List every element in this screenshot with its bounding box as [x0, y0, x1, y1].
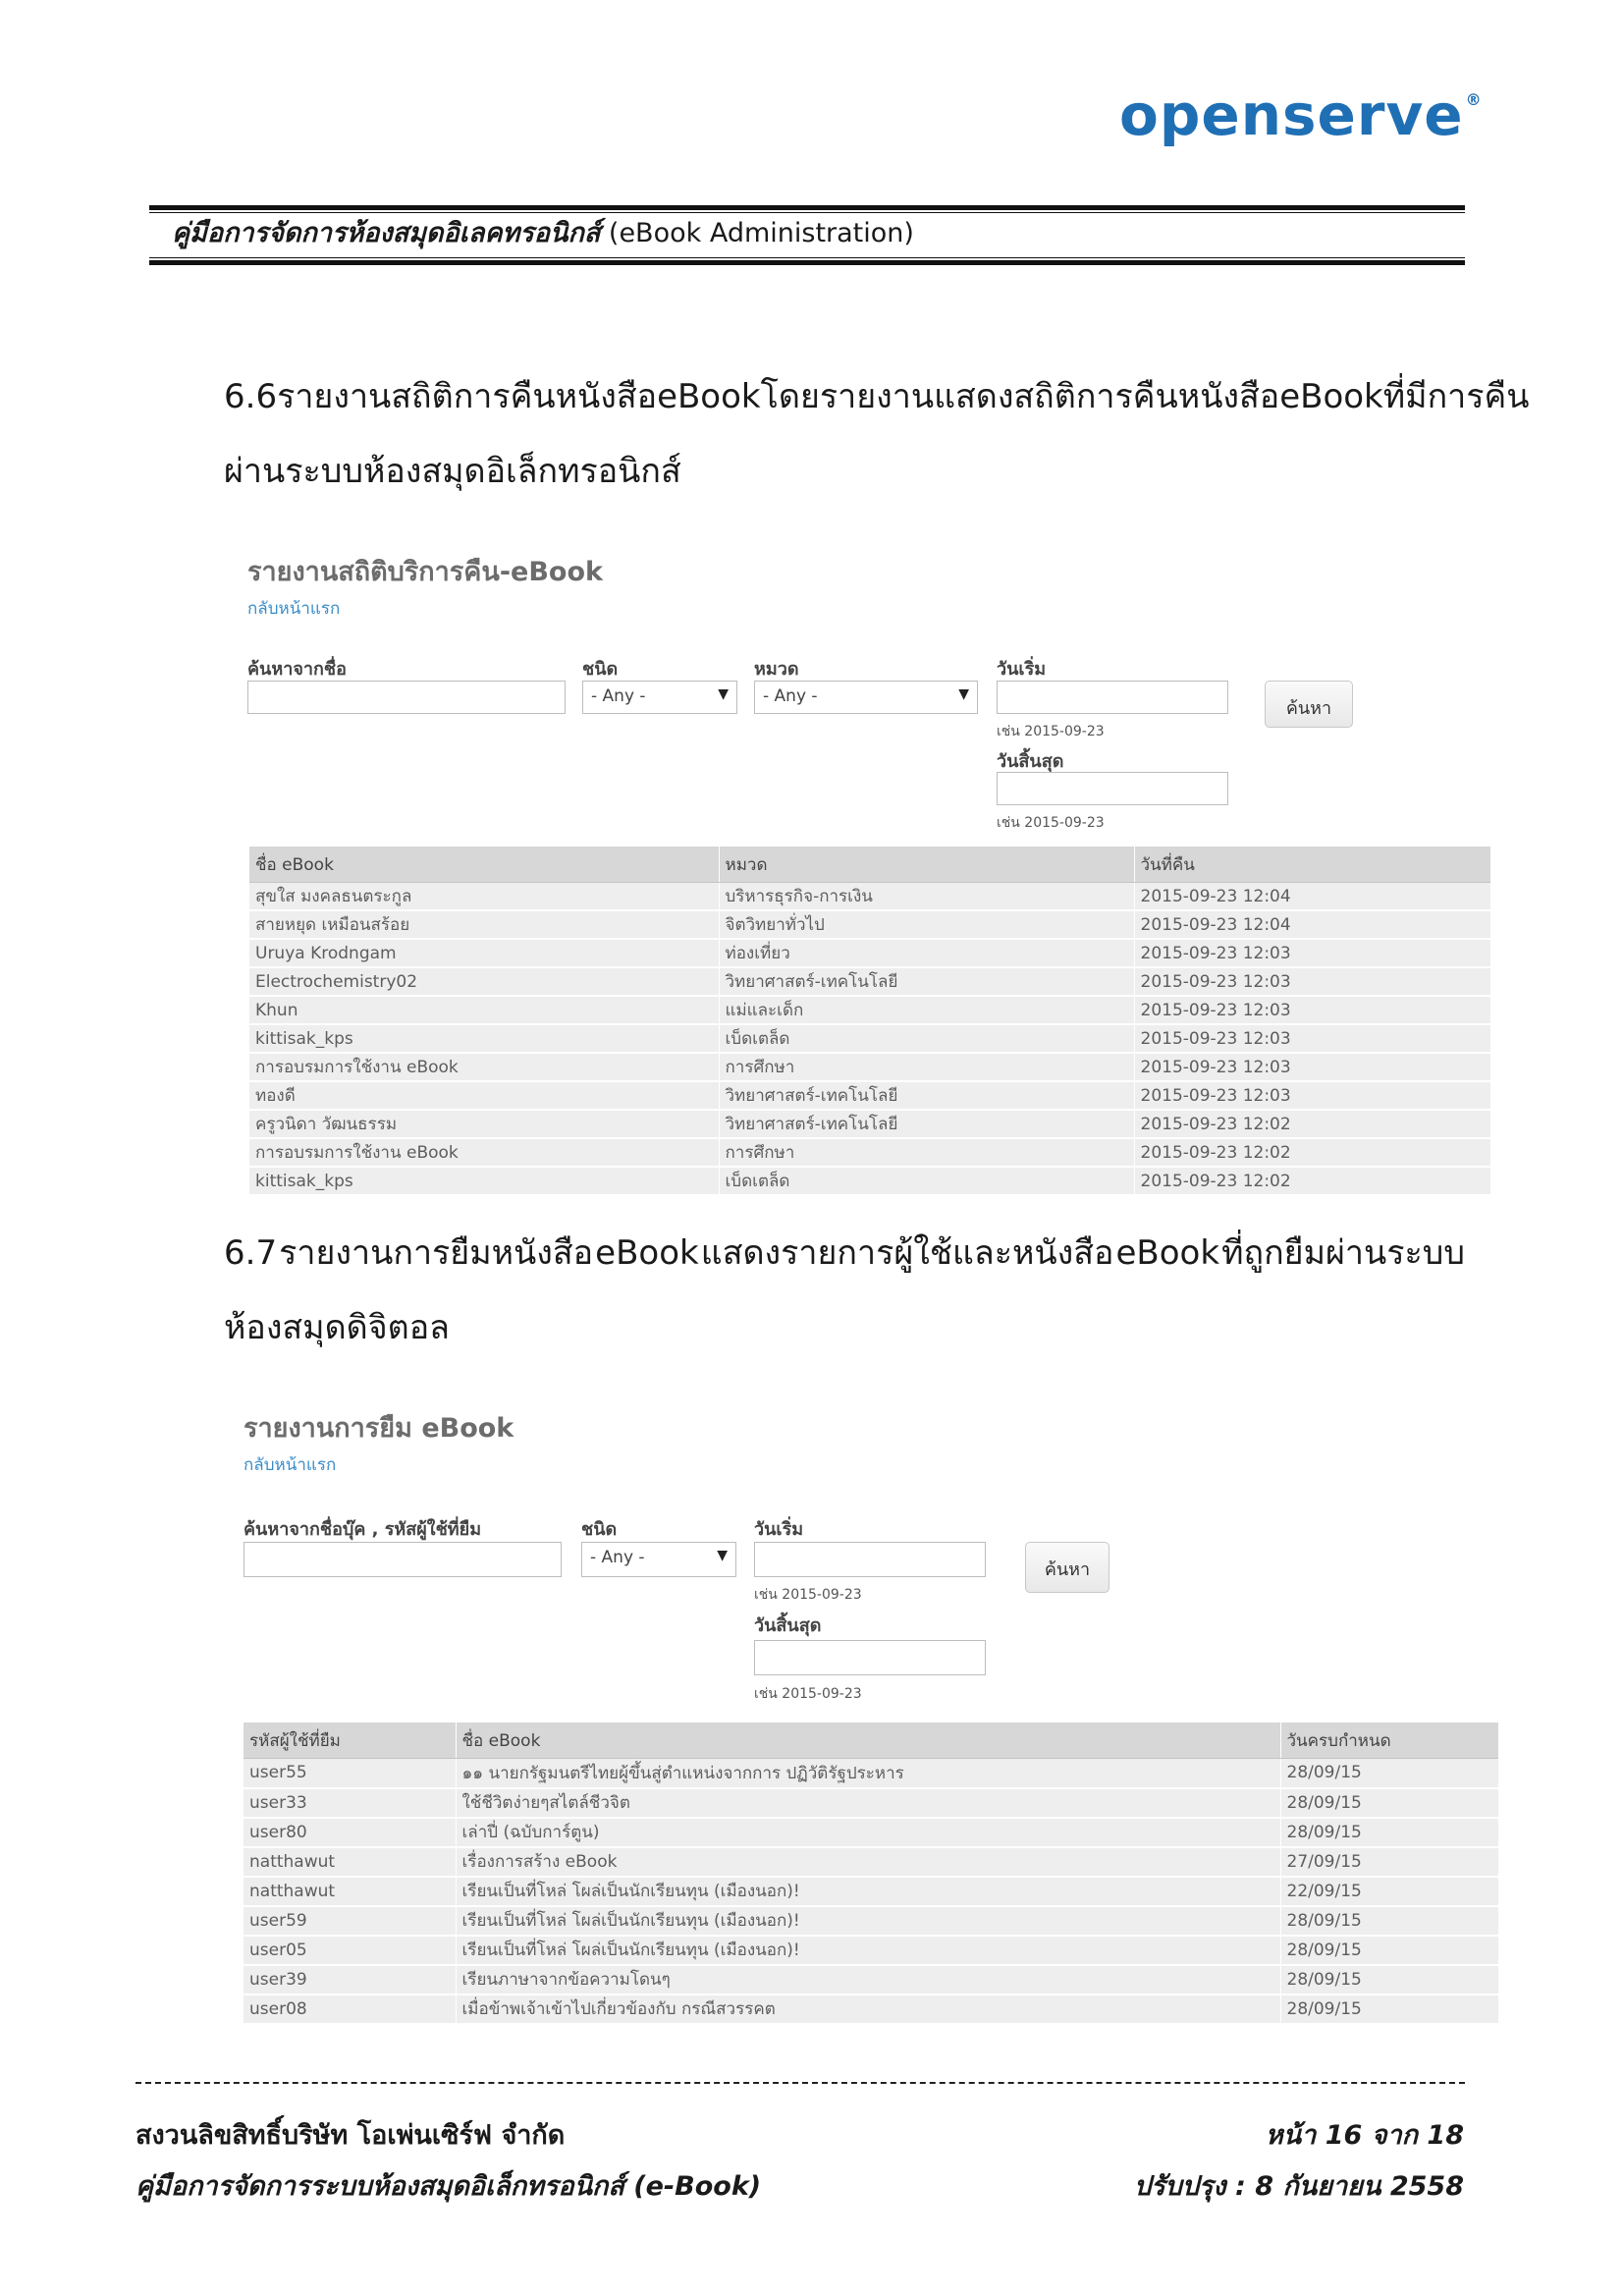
table-cell: วิทยาศาสตร์-เทคโนโลยี	[719, 1081, 1134, 1110]
table-cell: 2015-09-23 12:03	[1134, 1081, 1490, 1110]
table-row[interactable]	[249, 1081, 1490, 1110]
table-row[interactable]	[249, 1053, 1490, 1081]
column-header[interactable]: หมวด	[719, 847, 1134, 883]
table-cell: แม่และเด็ก	[719, 996, 1134, 1024]
table-cell: user39	[243, 1965, 456, 1995]
table-row[interactable]	[249, 1024, 1490, 1053]
type-select-value: - Any -	[590, 1548, 645, 1567]
section-number: 6.7	[224, 1233, 278, 1273]
table-cell: Uruya Krodngam	[249, 939, 719, 967]
word: รายงานสถิติการคืนหนังสือ	[277, 377, 658, 416]
word: eBook	[1115, 1233, 1220, 1273]
table-row[interactable]	[249, 967, 1490, 996]
category-select-value: - Any -	[763, 686, 818, 706]
table-cell: เมื่อข้าพเจ้าเข้าไปเกี่ยวข้องกับ กรณีสวรรคต	[456, 1995, 1280, 2024]
table-cell: ๑๑ นายกรัฐมนตรีไทยผู้ขึ้นสู่ตำแหน่งจากการ ปฏิวัติรัฐประหาร	[456, 1759, 1280, 1788]
table-cell: 28/09/15	[1280, 1995, 1498, 2024]
start-date-label: วันเริ่ม	[997, 659, 1047, 680]
dropdown-arrow-icon: ▼	[717, 1548, 728, 1563]
table-cell: 28/09/15	[1280, 1788, 1498, 1818]
table-cell: 2015-09-23 12:03	[1134, 996, 1490, 1024]
table-cell: user80	[243, 1818, 456, 1847]
table-row[interactable]	[243, 1788, 1498, 1818]
header-rule-top-thin	[149, 212, 1465, 213]
back-to-home-link[interactable]: กลับหน้าแรก	[243, 1455, 337, 1475]
table-row[interactable]	[243, 1936, 1498, 1965]
table-cell: ใช้ชีวิตง่ายๆสไตล์ชีวจิต	[456, 1788, 1280, 1818]
footer-copyright: สงวนลิขสิทธิ์บริษัท โอเพ่นเซิร์ฟ จำกัด	[135, 2120, 566, 2151]
column-header[interactable]: ชื่อ eBook	[456, 1722, 1280, 1759]
header-rule-bottom	[149, 260, 1465, 265]
table-row[interactable]	[243, 1847, 1498, 1877]
footer-revision-date: ปรับปรุง : 8 กันยายน 2558	[1134, 2171, 1464, 2202]
table-row[interactable]	[249, 910, 1490, 939]
header-rule-bottom-thin	[149, 257, 1465, 258]
table-row[interactable]	[243, 1995, 1498, 2024]
section-6-6-text	[224, 359, 1530, 509]
word: โดยรายงานแสดงสถิติการคืนหนังสือ	[760, 377, 1280, 416]
dropdown-arrow-icon: ▼	[958, 686, 969, 702]
footer-divider	[135, 2082, 1465, 2084]
type-select[interactable]	[582, 681, 737, 714]
word: eBook	[595, 1233, 699, 1273]
table-cell: 2015-09-23 12:02	[1134, 1167, 1490, 1195]
word: eBook	[1279, 377, 1383, 416]
table-row[interactable]	[249, 939, 1490, 967]
logo-text: openserve	[1119, 82, 1464, 148]
column-header[interactable]: วันครบกำหนด	[1280, 1722, 1498, 1759]
table-row[interactable]	[243, 1759, 1498, 1788]
table-cell: 28/09/15	[1280, 1936, 1498, 1965]
borrow-report-screenshot	[240, 1394, 1498, 2054]
document-header-title	[172, 218, 914, 249]
table-header-row	[249, 847, 1490, 883]
word: ที่มีการคืน	[1382, 377, 1530, 416]
table-cell: Khun	[249, 996, 719, 1024]
table-cell: เบ็ดเตล็ด	[719, 1024, 1134, 1053]
type-select-value: - Any -	[591, 686, 646, 706]
word: eBook	[657, 377, 761, 416]
column-header[interactable]: วันที่คืน	[1134, 847, 1490, 883]
start-date-input[interactable]	[754, 1542, 986, 1577]
start-date-hint: เช่น 2015-09-23	[754, 1587, 862, 1603]
table-cell: เรียนเป็นที่โหล่ โผล่เป็นนักเรียนทุน (เมืองนอก)!	[456, 1877, 1280, 1906]
table-cell: สุขใส มงคลธนตระกูล	[249, 883, 719, 911]
end-date-hint: เช่น 2015-09-23	[754, 1686, 862, 1702]
table-cell: 2015-09-23 12:03	[1134, 939, 1490, 967]
table-cell: 28/09/15	[1280, 1906, 1498, 1936]
section-6-7-line-2: ห้องสมุดดิจิตอล	[224, 1308, 451, 1347]
table-cell: เบ็ดเตล็ด	[719, 1167, 1134, 1195]
table-cell: user05	[243, 1936, 456, 1965]
table-cell: เรียนเป็นที่โหล่ โผล่เป็นนักเรียนทุน (เมืองนอก)!	[456, 1906, 1280, 1936]
table-row[interactable]	[249, 883, 1490, 911]
openserve-logo	[1119, 82, 1483, 148]
word: รายงานการยืมหนังสือ	[279, 1233, 594, 1273]
search-button[interactable]: ค้นหา	[1025, 1542, 1109, 1593]
category-label: หมวด	[754, 659, 799, 680]
column-header[interactable]: ชื่อ eBook	[249, 847, 719, 883]
table-cell: user08	[243, 1995, 456, 2024]
end-date-label: วันสิ้นสุด	[997, 751, 1064, 772]
category-select[interactable]	[754, 681, 978, 714]
section-6-6-line-2: ผ่านระบบห้องสมุดอิเล็กทรอนิกส์	[224, 452, 681, 491]
search-name-input[interactable]	[247, 681, 566, 714]
table-cell: 2015-09-23 12:04	[1134, 910, 1490, 939]
table-cell: การศึกษา	[719, 1138, 1134, 1167]
table-cell: ครูวนิดา วัฒนธรรม	[249, 1110, 719, 1138]
header-rule-top	[149, 205, 1465, 210]
table-row[interactable]	[243, 1906, 1498, 1936]
type-label: ชนิด	[582, 659, 619, 680]
end-date-label: วันสิ้นสุด	[754, 1615, 822, 1636]
end-date-input[interactable]	[754, 1640, 986, 1675]
table-cell: เล่าปี่ (ฉบับการ์ตูน)	[456, 1818, 1280, 1847]
table-row[interactable]	[249, 996, 1490, 1024]
registered-mark: ®	[1465, 90, 1483, 109]
table-row[interactable]	[249, 1167, 1490, 1195]
return-report-screenshot	[243, 538, 1490, 1191]
header-title-thai: คู่มือการจัดการห้องสมุดอิเลคทรอนิกส์	[172, 218, 601, 248]
end-date-hint: เช่น 2015-09-23	[997, 815, 1105, 831]
search-button[interactable]: ค้นหา	[1265, 681, 1353, 728]
table-cell: ทองดี	[249, 1081, 719, 1110]
start-date-label: วันเริ่ม	[754, 1519, 804, 1540]
table-cell: natthawut	[243, 1847, 456, 1877]
table-cell: การอบรมการใช้งาน eBook	[249, 1138, 719, 1167]
table-cell: บริหารธุรกิจ-การเงิน	[719, 883, 1134, 911]
table-cell: natthawut	[243, 1877, 456, 1906]
table-row[interactable]	[249, 1110, 1490, 1138]
search-book-user-label: ค้นหาจากชื่อบุ๊ค , รหัสผู้ใช้ที่ยืม	[243, 1519, 482, 1540]
column-header[interactable]: รหัสผู้ใช้ที่ยืม	[243, 1722, 456, 1759]
section-6-6-line-1	[224, 359, 1530, 434]
table-cell: การศึกษา	[719, 1053, 1134, 1081]
search-name-label: ค้นหาจากชื่อ	[247, 659, 347, 680]
borrow-report-title: รายงานการยืม eBook	[243, 1413, 514, 1444]
section-6-7-line-1	[224, 1216, 1465, 1290]
back-to-home-link[interactable]: กลับหน้าแรก	[247, 599, 341, 619]
table-cell: ท่องเที่ยว	[719, 939, 1134, 967]
return-report-title: รายงานสถิติบริการคืน-eBook	[247, 557, 603, 587]
dropdown-arrow-icon: ▼	[718, 686, 729, 702]
table-cell: วิทยาศาสตร์-เทคโนโลยี	[719, 1110, 1134, 1138]
table-cell: 2015-09-23 12:03	[1134, 1024, 1490, 1053]
type-select[interactable]	[581, 1542, 736, 1577]
table-cell: 28/09/15	[1280, 1818, 1498, 1847]
header-title-english: (eBook Administration)	[608, 218, 914, 248]
table-cell: Electrochemistry02	[249, 967, 719, 996]
table-cell: user59	[243, 1906, 456, 1936]
table-cell: user33	[243, 1788, 456, 1818]
table-cell: เรียนภาษาจากข้อความโดนๆ	[456, 1965, 1280, 1995]
word: แสดงรายการผู้ใช้และหนังสือ	[700, 1233, 1114, 1273]
table-cell: 28/09/15	[1280, 1759, 1498, 1788]
table-row[interactable]	[243, 1965, 1498, 1995]
table-header-row	[243, 1722, 1498, 1759]
footer-page-number: หน้า 16 จาก 18	[1265, 2120, 1464, 2151]
table-cell: user55	[243, 1759, 456, 1788]
table-cell: เรียนเป็นที่โหล่ โผล่เป็นนักเรียนทุน (เมืองนอก)!	[456, 1936, 1280, 1965]
search-book-user-input[interactable]	[243, 1542, 562, 1577]
table-cell: เรื่องการสร้าง eBook	[456, 1847, 1280, 1877]
table-cell: kittisak_kps	[249, 1167, 719, 1195]
table-cell: 2015-09-23 12:03	[1134, 1053, 1490, 1081]
section-6-7-text	[224, 1216, 1465, 1365]
section-number: 6.6	[224, 377, 278, 416]
return-report-table	[249, 847, 1490, 1196]
table-cell: 2015-09-23 12:03	[1134, 967, 1490, 996]
table-cell: 22/09/15	[1280, 1877, 1498, 1906]
table-cell: จิตวิทยาทั่วไป	[719, 910, 1134, 939]
end-date-input[interactable]	[997, 772, 1228, 805]
table-cell: 2015-09-23 12:02	[1134, 1138, 1490, 1167]
table-row[interactable]	[243, 1818, 1498, 1847]
start-date-hint: เช่น 2015-09-23	[997, 724, 1105, 739]
start-date-input[interactable]	[997, 681, 1228, 714]
table-cell: 27/09/15	[1280, 1847, 1498, 1877]
table-cell: kittisak_kps	[249, 1024, 719, 1053]
borrow-report-table	[243, 1722, 1498, 2025]
table-cell: 28/09/15	[1280, 1965, 1498, 1995]
table-cell: สายหยุด เหมือนสร้อย	[249, 910, 719, 939]
table-row[interactable]	[243, 1877, 1498, 1906]
table-cell: วิทยาศาสตร์-เทคโนโลยี	[719, 967, 1134, 996]
table-cell: 2015-09-23 12:04	[1134, 883, 1490, 911]
footer-manual-title: คู่มือการจัดการระบบห้องสมุดอิเล็กทรอนิกส์ (e-Book)	[135, 2171, 762, 2202]
table-cell: 2015-09-23 12:02	[1134, 1110, 1490, 1138]
word: ที่ถูกยืมผ่านระบบ	[1221, 1233, 1465, 1273]
type-label: ชนิด	[581, 1519, 618, 1540]
table-cell: การอบรมการใช้งาน eBook	[249, 1053, 719, 1081]
table-row[interactable]	[249, 1138, 1490, 1167]
